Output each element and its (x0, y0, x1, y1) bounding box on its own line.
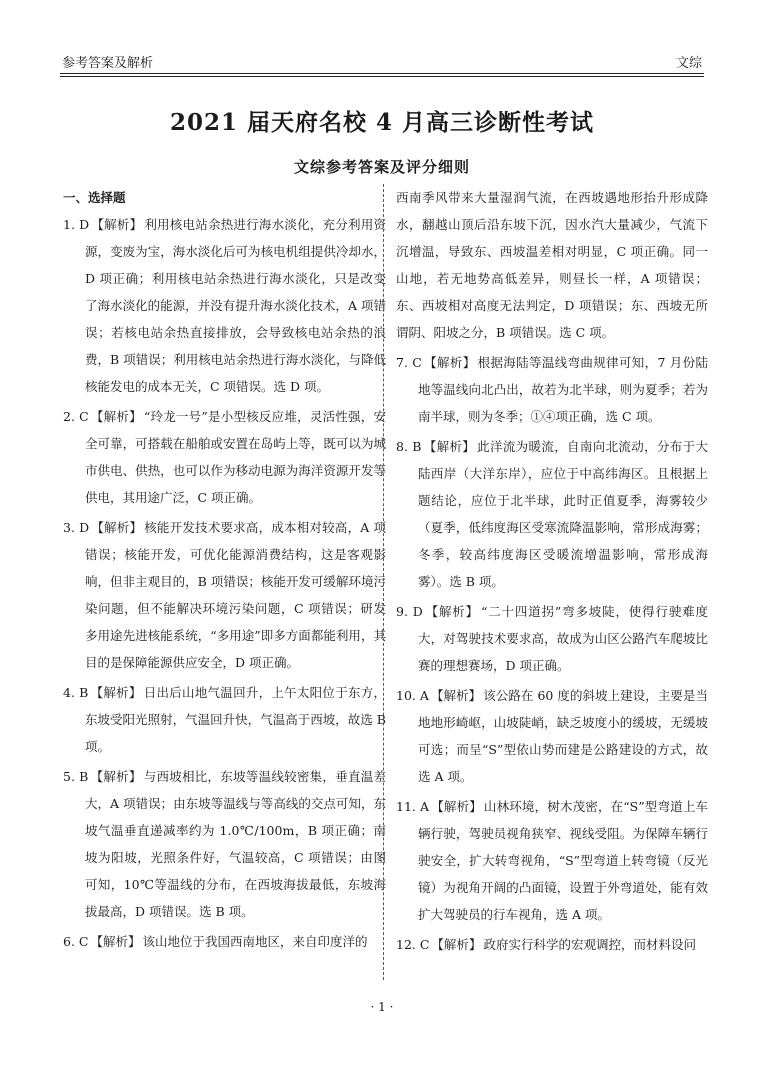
answer-number: 4. B (63, 685, 89, 700)
analysis-tag: 【解析】 (90, 409, 142, 424)
analysis-tag: 【解析】 (91, 520, 143, 535)
answer-text: “二十四道拐”弯多坡陡，使得行驶难度大，对驾驶技术要求高，故成为山区公路汽车爬坡比赛的理想赛场，D 项正确。 (418, 604, 708, 673)
analysis-tag: 【解析】 (90, 685, 142, 700)
analysis-tag: 【解析】 (90, 769, 142, 784)
analysis-tag: 【解析】 (423, 355, 476, 370)
answer-item (63, 403, 386, 511)
document-title: 2021 届天府名校 4 月高三诊断性考试 (169, 109, 595, 136)
answer-text: 与西坡相比，东坡等温线较密集，垂直温差大，A 项错误；由东坡等温线与等高线的交点可知，东坡气温垂直递减率约为 1.0℃/100m，B 项正确；南坡为阳坡，光照条件好，气温较高，C 项错误；由图可知，10℃等温线的分布，在西坡海拔最低，东坡海拔最高，D 项错误。选 B 项。 (85, 769, 386, 919)
answer-item (396, 349, 708, 430)
analysis-tag: 【解析】 (430, 688, 482, 703)
answer-number: 9. D (396, 604, 423, 619)
header-rule (60, 73, 704, 77)
answer-item (396, 184, 708, 346)
analysis-tag: 【解析】 (91, 217, 143, 232)
left-answer-list (63, 211, 386, 955)
answer-text: 根据海陆等温线弯曲规律可知，7 月份陆地等温线向北凸出，故若为北半球，则为夏季；若为南半球，则为冬季；①④项正确，选 C 项。 (418, 355, 708, 424)
answer-text: 政府实行科学的宏观调控，而材料设问 (483, 937, 696, 952)
answer-number: 6. C (63, 934, 89, 949)
answer-item (396, 931, 708, 958)
answer-item (396, 433, 708, 595)
analysis-tag: 【解析】 (90, 934, 141, 949)
answer-item (396, 682, 708, 790)
analysis-tag: 【解析】 (431, 799, 482, 814)
answer-item (396, 598, 708, 679)
answer-number: 11. A (396, 799, 430, 814)
analysis-tag: 【解析】 (431, 937, 482, 952)
answer-text: 核能开发技术要求高，成本相对较高，A 项错误；核能开发，可优化能源消费结构，这是客观影响，但非主观目的，B 项错误；核能开发可缓解环境污染问题，但不能解决环境污染问题，C 项错误；研发多用途先进核能系统，“多用途”即多方面都能利用，其目的是保障能源供应安全，D 项正确。 (85, 520, 386, 670)
answer-item (63, 928, 386, 955)
column-divider (383, 184, 384, 980)
answer-text: 日出后山地气温回升，上午太阳位于东方，东坡受阳光照射，气温回升快，气温高于西坡，故选 B 项。 (85, 685, 386, 754)
answer-item (63, 679, 386, 760)
answer-number: 7. C (396, 355, 422, 370)
answer-text: 该公路在 60 度的斜坡上建设，主要是当地地形崎岖，山坡陡峭，缺乏坡度小的缓坡，无缓坡可选；而呈“S”型依山势而建是公路建设的方式，故选 A 项。 (418, 688, 708, 784)
answer-number: 12. C (396, 937, 430, 952)
answer-number: 5. B (63, 769, 89, 784)
answer-item (396, 793, 708, 928)
header-left-label: 参考答案及解析 (62, 56, 154, 71)
analysis-tag: 【解析】 (423, 439, 476, 454)
right-column (396, 184, 708, 961)
right-answer-list (396, 184, 708, 958)
answer-item (63, 763, 386, 925)
document-subtitle: 文综参考答案及评分细则 (293, 158, 470, 176)
left-column (63, 184, 386, 958)
answer-number: 3. D (63, 520, 90, 535)
answer-text: 西南季风带来大量湿润气流，在西坡遇地形抬升形成降水，翻越山顶后沿东坡下沉，因水汽大量减少，气流下沉增温，导致东、西坡温差相对明显，C 项正确。同一山地，若无地势高低差异，则昼长一样，A 项错误；东、西坡相对高度无法判定，D 项错误；东、西坡无所谓阴、阳坡之分，B 项错误。选 C 项。 (396, 190, 708, 340)
answer-text: “玲龙一号”是小型核反应堆，灵活性强，安全可靠，可搭载在船舶或安置在岛屿上等，既可以为城市供电、供热，也可以作为移动电源为海洋资源开发等供电，其用途广泛，C 项正确。 (85, 409, 386, 505)
answer-text: 山林环境，树木茂密，在“S”型弯道上车辆行驶，驾驶员视角狭窄、视线受阻。为保障车辆行驶安全，扩大转弯视角，“S”型弯道上转弯镜（反光镜）为视角开阔的凸面镜，设置于外弯道处，能有效扩大驾驶员的行车视角，选 A 项。 (418, 799, 708, 922)
answer-number: 10. A (396, 688, 429, 703)
page-header (62, 50, 702, 72)
answer-item (63, 211, 386, 400)
answer-text: 此洋流为暖流，自南向北流动，分布于大陆西岸（大洋东岸），应位于中高纬海区。且根据上题结论，应位于北半球，此时正值夏季，海雾较少（夏季，低纬度海区受寒流降温影响，常形成海雾；冬季，较高纬度海区受暖流增温影响，常形成海雾）。选 B 项。 (418, 439, 708, 589)
answer-text: 利用核电站余热进行海水淡化，充分利用资源，变废为宝，海水淡化后可为核电机组提供冷却水，D 项正确；利用核电站余热进行海水淡化，只是改变了海水淡化的能源，并没有提升海水淡化技术，A 项错误；若核电站余热直接排放，会导致核电站余热的浪费，B 项错误；利用核电站余热进行海水淡化，与降低核能发电的成本无关，C 项错误。选 D 项。 (85, 217, 386, 394)
answer-item (63, 514, 386, 676)
answer-number: 2. C (63, 409, 89, 424)
answer-text: 该山地位于我国西南地区，来自印度洋的 (142, 934, 368, 949)
header-right-label: 文综 (675, 56, 702, 71)
answer-number: 1. D (63, 217, 90, 232)
analysis-tag: 【解析】 (424, 604, 479, 619)
page-number: · 1 · (370, 1000, 394, 1014)
section-heading: 一、选择题 (63, 190, 126, 205)
answer-number: 8. B (396, 439, 422, 454)
